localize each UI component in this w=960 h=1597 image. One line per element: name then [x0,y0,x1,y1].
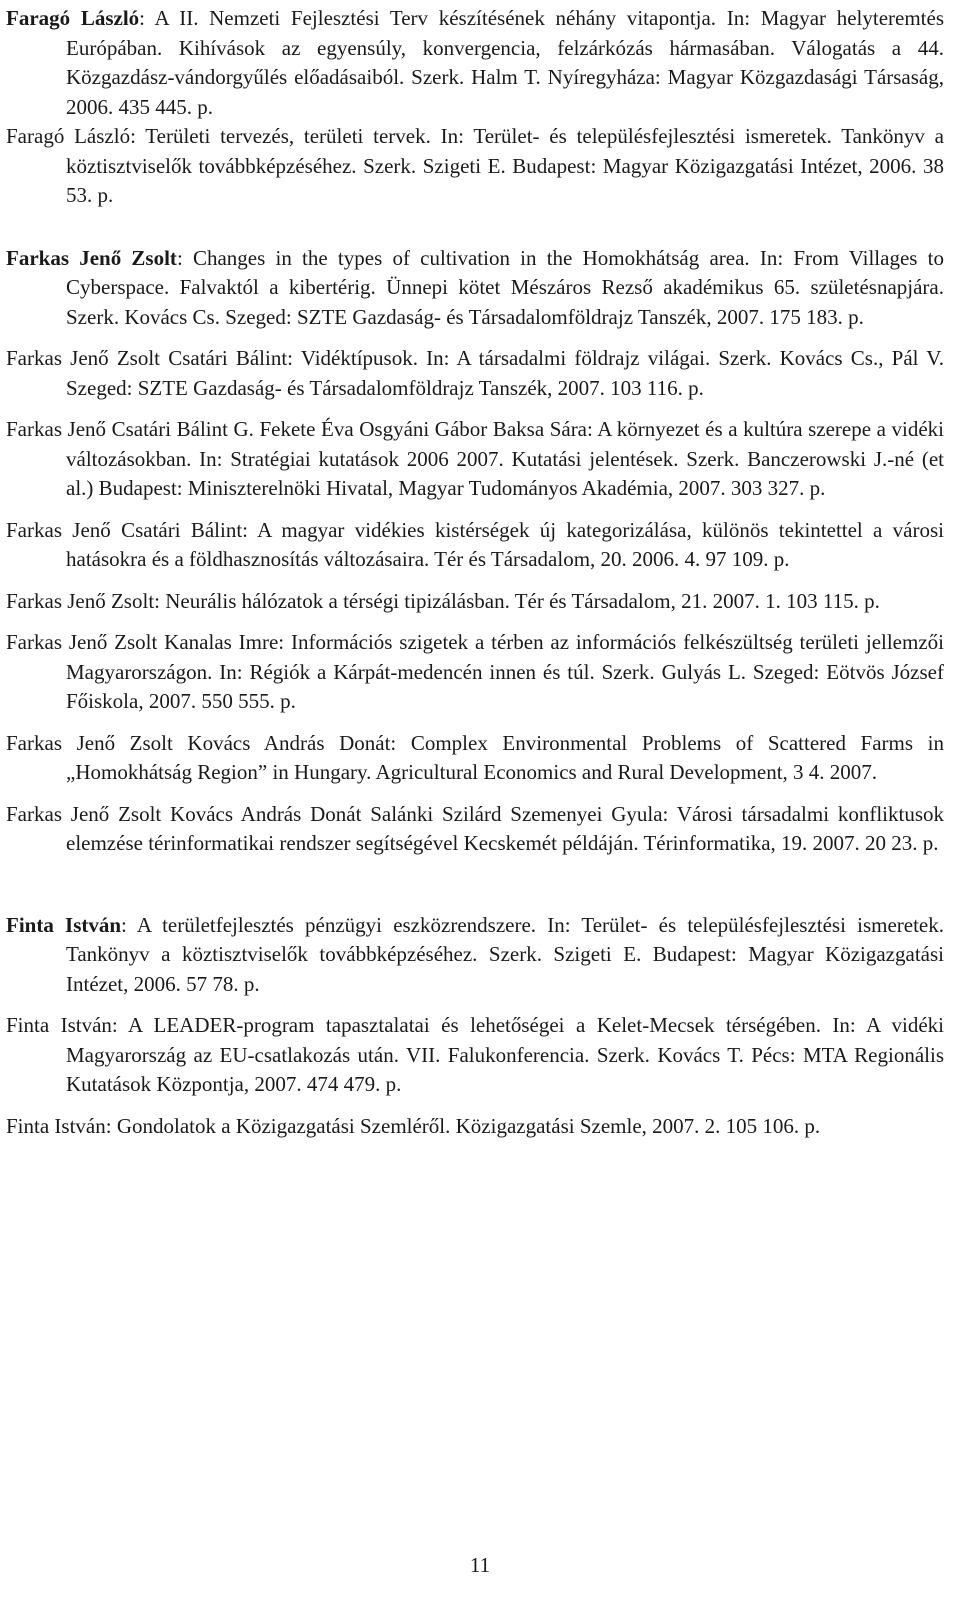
bibliography-entry [6,415,944,504]
bibliography-entry [6,344,944,403]
page-number: 11 [469,1553,491,1577]
entry-author: Finta István [6,912,122,937]
entry-text: : A II. Nemzeti Fejlesztési Terv készítésének néhány vitapontja. In: Magyar helyteremtés Európában. Kihívások az egyensúly, konvergencia, felzárkózás hármasában. Válogatás a 44. Közgazdász-vándorgyűlés előadásaiból. Szerk. Halm T. Nyíregyháza: Magyar Közgazdasági Társaság, 2006. 435 445. p. [66,6,945,119]
bibliography-entry [6,122,944,211]
bibliography-entry [6,1112,944,1142]
entry-text: Farkas Jenő Zsolt Kovács András Donát Salánki Szilárd Szemenyei Gyula: Városi társadalmi konfliktusok elemzése térinformatikai rendszer segítségével Kecskemét példáján. Térinformatika, 19. 2007. 20 23. p. [6,801,944,855]
bibliography-entry [6,729,944,788]
entry-text: Finta István: Gondolatok a Közigazgatási Szemléről. Közigazgatási Szemle, 2007. 2. 105 106. p. [6,1113,821,1138]
bibliography-entry [6,1011,944,1100]
entry-text: Farkas Jenő Zsolt Csatári Bálint: Vidéktípusok. In: A társadalmi földrajz világai. Szerk. Kovács Cs., Pál V. Szeged: SZTE Gazdaság- és Társadalomföldrajz Tanszék, 2007. 103 116. p. [6,346,944,400]
bibliography-entry [6,800,944,859]
bibliography-entry [6,628,944,717]
bibliography-entry [6,587,944,617]
bibliography-entry [6,516,944,575]
entry-text: Farkas Jenő Zsolt Kanalas Imre: Információs szigetek a térben az információs felkészültség területi jellemzői Magyarországon. In: Régiók a Kárpát-medencén innen és túl. Szerk. Gulyás L. Szeged: Eötvös József Főiskola, 2007. 550 555. p. [6,630,944,713]
entry-text: : A területfejlesztés pénzügyi eszközrendszere. In: Terület- és településfejlesztési ismeretek. Tankönyv a köztisztviselők továbbképzéséhez. Szerk. Szigeti E. Budapest: Magyar Közigazgatási Intézet, 2006. 57 78. p. [66,912,945,996]
entry-author: Faragó László [6,6,140,30]
entry-text: Faragó László: Területi tervezés, területi tervek. In: Terület- és településfejlesztési ismeretek. Tankönyv a köztisztviselők továbbképzéséhez. Szerk. Szigeti E. Budapest: Magyar Közigazgatási Intézet, 2006. 38 53. p. [6,124,944,207]
entry-text: Farkas Jenő Zsolt Kovács András Donát: Complex Environmental Problems of Scattered Farms in „Homokhátság Region” in Hungary. Agricultural Economics and Rural Development, 3 4. 2007. [6,730,944,784]
entry-text: Farkas Jenő Csatári Bálint G. Fekete Éva Osgyáni Gábor Baksa Sára: A környezet és a kultúra szerepe a vidéki változásokban. In: Stratégiai kutatások 2006 2007. Kutatási jelentések. Szerk. Banczerowski J.-né (et al.) Budapest: Miniszterelnöki Hivatal, Magyar Tudományos Akadémia, 2007. 303 327. p. [6,417,944,500]
entry-text: Farkas Jenő Zsolt: Neurális hálózatok a térségi tipizálásban. Tér és Társadalom, 21. 2007. 1. 103 115. p. [6,588,880,613]
entry-text: : Changes in the types of cultivation in the Homokhátság area. In: From Villages to Cyberspace. Falvaktól a kibertérig. Ünnepi kötet Mészáros Rezső akadémikus 65. születésnapjára. Szerk. Kovács Cs. Szeged: SZTE Gazdaság- és Társadalomföldrajz Tanszék, 2007. 175 183. p. [66,245,944,329]
bibliography-entry [6,4,944,122]
bibliography-entry [6,244,944,333]
entry-author: Farkas Jenő Zsolt [6,245,177,270]
bibliography-entry [6,911,944,1000]
entry-text: Finta István: A LEADER-program tapasztalatai és lehetőségei a Kelet-Mecsek térségében. In: A vidéki Magyarország az EU-csatlakozás után. VII. Falukonferencia. Szerk. Kovács T. Pécs: MTA Regionális Kutatások Központja, 2007. 474 479. p. [6,1013,944,1096]
entry-text: Farkas Jenő Csatári Bálint: A magyar vidékies kistérségek új kategorizálása, különös tekintettel a városi hatásokra és a földhasznosítás változásaira. Tér és Társadalom, 20. 2006. 4. 97 109. p. [6,517,944,571]
